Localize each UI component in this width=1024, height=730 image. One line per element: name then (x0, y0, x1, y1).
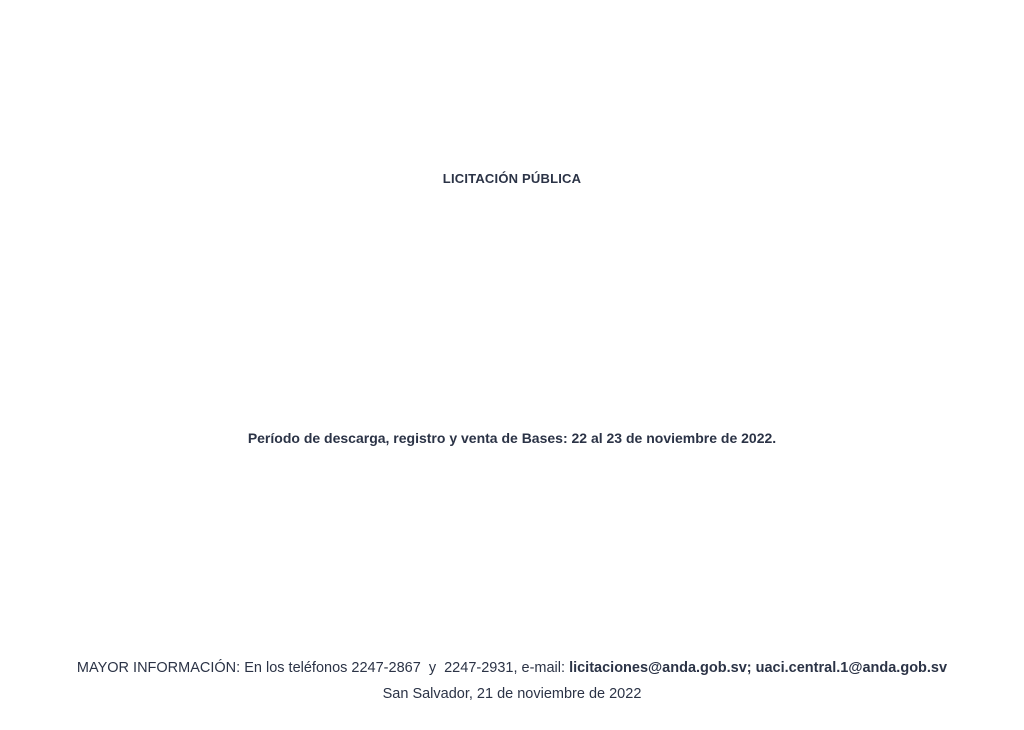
place-date: San Salvador, 21 de noviembre de 2022 (382, 686, 642, 702)
contact-info (0, 660, 1024, 676)
document-title: LICITACIÓN PÚBLICA (442, 171, 582, 186)
download-period-text: Período de descarga, registro y venta de Bases: 22 al 23 de noviembre de 2022. (247, 430, 777, 446)
contact-info-prefix: MAYOR INFORMACIÓN: En los teléfonos 2247-2867 y 2247-2931, e-mail: (76, 660, 570, 676)
contact-emails: licitaciones@anda.gob.sv; uaci.central.1@anda.gob.sv (569, 660, 948, 676)
